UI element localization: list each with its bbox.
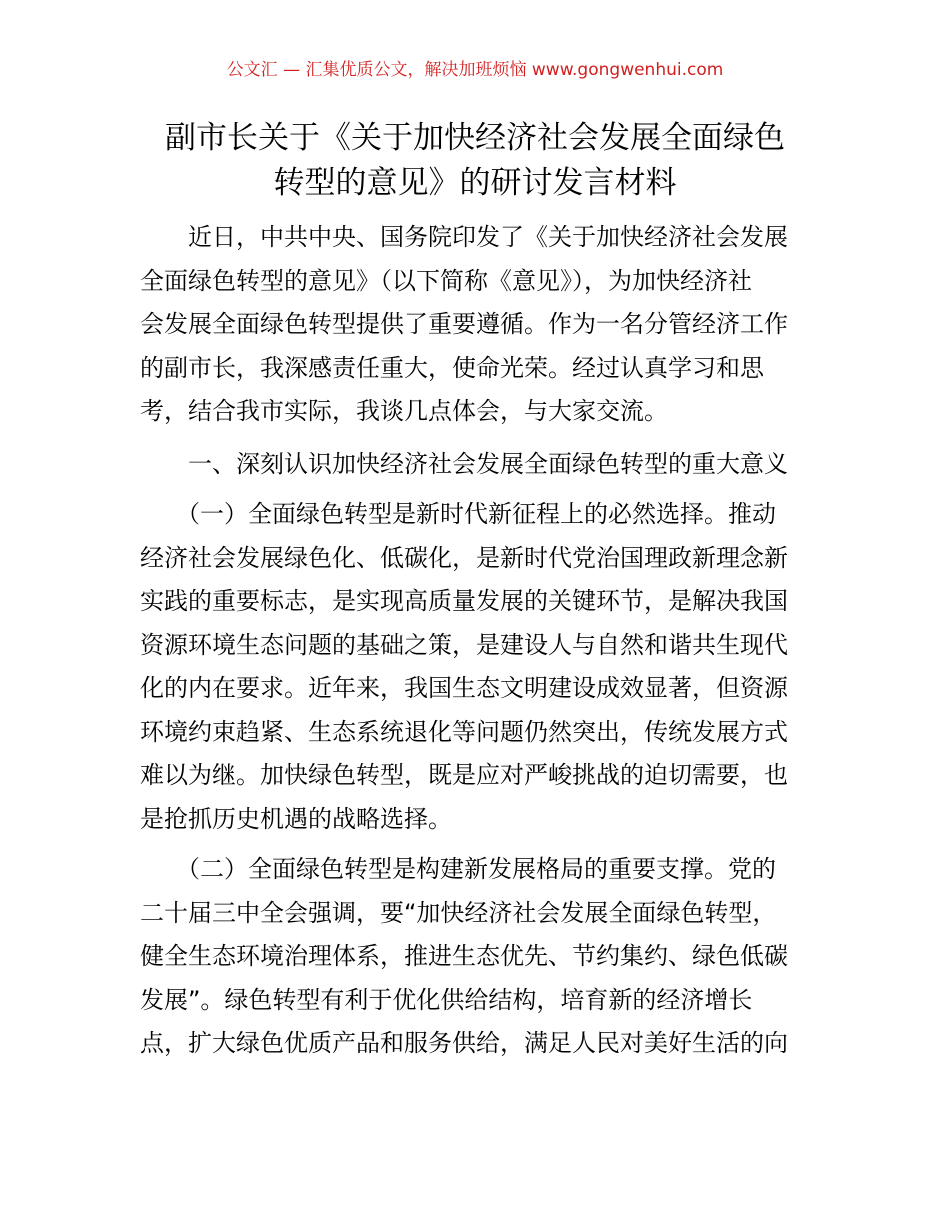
text-line: 会发展全面绿色转型提供了重要遵循。作为一名分管经济工作 (140, 310, 788, 338)
subsection-paragraph (140, 848, 820, 1066)
text-line: 难以为继。加快绿色转型，既是应对严峻挑战的迫切需要，也 (140, 761, 788, 789)
text-line: 考，结合我市实际，我谈几点体会，与大家交流。 (140, 397, 668, 425)
subsection-paragraph (140, 493, 820, 841)
text-line: 发展”。绿色转型有利于优化供给结构，培育新的经济增长 (140, 985, 753, 1014)
site-header-banner: 公文汇 — 汇集优质公文，解决加班烦恼 www.gongwenhui.com (226, 60, 724, 80)
text-line: 全面绿色转型的意见》（以下简称《意见》），为加快经济社 (140, 266, 752, 295)
document-title (80, 116, 870, 206)
text-line: 实践的重要标志，是实现高质量发展的关键环节，是解决我国 (140, 587, 788, 615)
text-line: 二十届三中全会强调，要“加快经济社会发展全面绿色转型， (140, 898, 777, 927)
text-line: 资源环境生态问题的基础之策，是建设人与自然和谐共生现代 (140, 630, 788, 659)
text-line: 环境约束趋紧、生态系统退化等问题仍然突出，传统发展方式 (140, 717, 788, 746)
title-line: 副市长关于《关于加快经济社会发展全面绿色 (165, 120, 785, 156)
text-line: 近日，中共中央、国务院印发了《关于加快经济社会发展 (140, 223, 788, 251)
text-line: （一）全面绿色转型是新时代新征程上的必然选择。推动 (140, 500, 776, 528)
text-line: 化的内在要求。近年来，我国生态文明建设成效显著，但资源 (140, 674, 788, 702)
section-heading (140, 443, 820, 487)
text-line: 健全生态环境治理体系，推进生态优先、节约集约、绿色低碳 (140, 942, 788, 970)
text-line: 一、深刻认识加快经济社会发展全面绿色转型的重大意义 (140, 449, 788, 478)
text-line: 点，扩大绿色优质产品和服务供给，满足人民对美好生活的向 (140, 1029, 788, 1057)
text-line: 经济社会发展绿色化、低碳化，是新时代党治国理政新理念新 (140, 543, 788, 572)
text-line: （二）全面绿色转型是构建新发展格局的重要支撑。党的 (140, 855, 776, 883)
document-body (140, 216, 820, 1066)
text-line: 是抢抓历史机遇的战略选择。 (140, 804, 452, 833)
title-line: 转型的意见》的研讨发言材料 (273, 165, 677, 201)
intro-paragraph (140, 216, 820, 434)
text-line: 的副市长，我深感责任重大，使命光荣。经过认真学习和思 (140, 353, 764, 382)
